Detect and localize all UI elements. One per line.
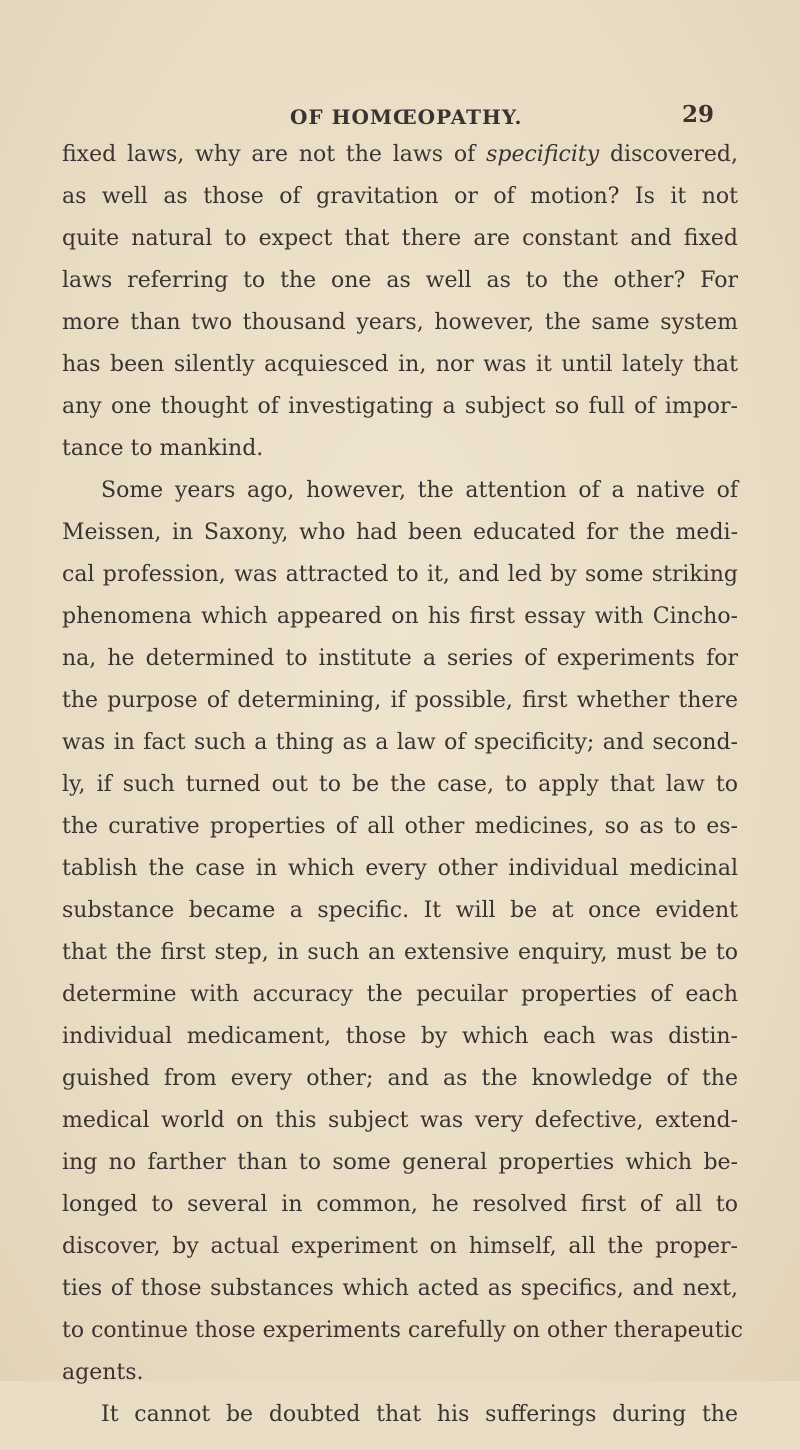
running-title: OF HOMŒOPATHY. xyxy=(290,105,523,129)
line-text: Some years ago, however, the attention of a native of xyxy=(101,478,738,503)
line-text: Meissen, in Saxony, who had been educated for the medi- xyxy=(62,520,738,545)
line-text: determine with accuracy the pecuilar properties of each xyxy=(62,982,738,1007)
paragraph-start-line xyxy=(0,1400,800,1450)
line-text: discover, by actual experiment on himself, all the proper- xyxy=(62,1234,738,1259)
line-text: It cannot be doubted that his sufferings during the xyxy=(101,1402,738,1427)
line-text: the purpose of determining, if possible, first whether there xyxy=(62,688,738,713)
line-text: ly, if such turned out to be the case, to apply that law to xyxy=(62,772,738,797)
line-text: tance to mankind. xyxy=(62,436,264,461)
line-text: longed to several in common, he resolved first of all to xyxy=(62,1192,738,1217)
line-text: laws referring to the one as well as to the other? For xyxy=(62,268,738,293)
line-text: as well as those of gravitation or of motion? Is it not xyxy=(62,184,738,209)
line-text: guished from every other; and as the knowledge of the xyxy=(62,1066,738,1091)
italic-word: specificity xyxy=(486,142,600,167)
line-text: phenomena which appeared on his first essay with Cincho- xyxy=(62,604,738,629)
line-text: the curative properties of all other medicines, so as to es- xyxy=(62,814,738,839)
line-text: any one thought of investigating a subject so full of impor- xyxy=(62,394,738,419)
line-text: more than two thousand years, however, the same system xyxy=(62,310,738,335)
line-text: substance became a specific. It will be at once evident xyxy=(62,898,738,923)
line-text: has been silently acquiesced in, nor was it until lately that xyxy=(62,352,738,377)
page-header xyxy=(0,95,800,135)
line-text: that the first step, in such an extensive enquiry, must be to xyxy=(62,940,738,965)
line-text: cal profession, was attracted to it, and led by some striking xyxy=(62,562,738,587)
line-text: individual medicament, those by which each was distin- xyxy=(62,1024,738,1049)
line-text: ing no farther than to some general properties which be- xyxy=(62,1150,738,1175)
line-text: na, he determined to institute a series of experiments for xyxy=(62,646,738,671)
line-text: was in fact such a thing as a law of specificity; and second- xyxy=(62,730,738,755)
line-text: to continue those experiments carefully on other therapeutic xyxy=(62,1318,743,1343)
line-text xyxy=(62,140,738,170)
line-text: tablish the case in which every other individual medicinal xyxy=(62,856,738,881)
text-segment: discovered, xyxy=(599,142,739,167)
line-text: quite natural to expect that there are constant and fixed xyxy=(62,226,738,251)
line-text: medical world on this subject was very defective, extend- xyxy=(62,1108,738,1133)
page-number: 29 xyxy=(682,101,715,128)
line-text: agents. xyxy=(62,1360,144,1385)
text-segment: fixed laws, why are not the laws of xyxy=(62,142,487,167)
line-text: ties of those substances which acted as specifics, and next, xyxy=(62,1276,738,1301)
